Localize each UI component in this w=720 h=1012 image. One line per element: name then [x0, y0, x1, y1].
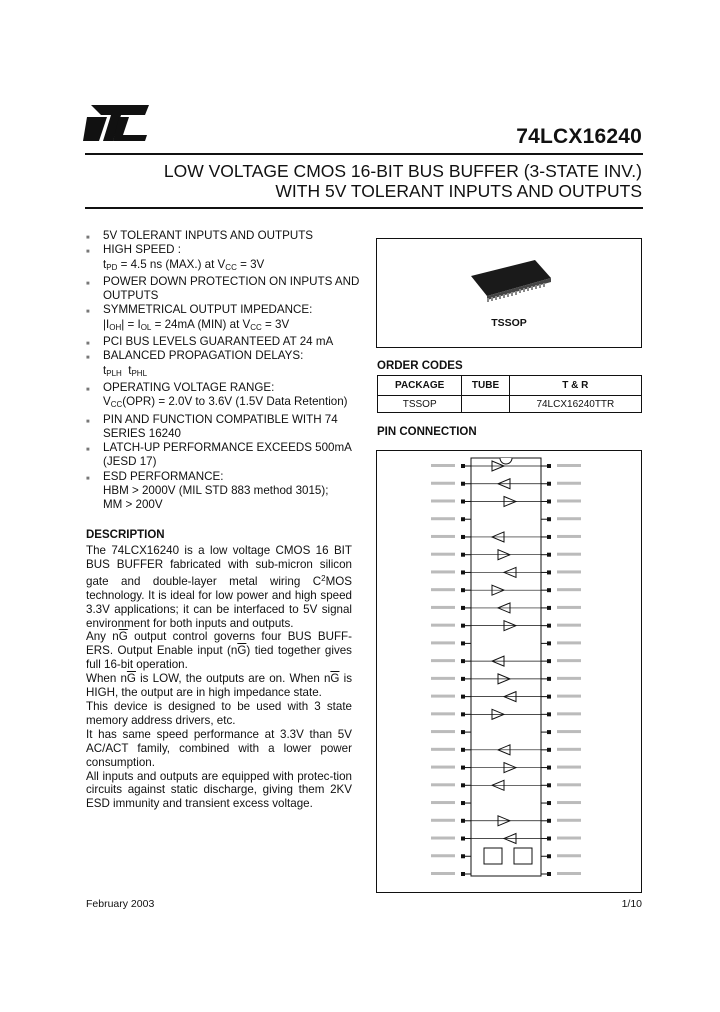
pin-label-left	[431, 570, 455, 573]
pin-marker-right	[547, 730, 551, 734]
pin-marker-left	[461, 482, 465, 486]
pin-label-left	[431, 482, 455, 485]
pin-label-left	[431, 837, 455, 840]
pin-marker-right	[547, 606, 551, 610]
pin-label-right	[557, 677, 581, 680]
pin-label-right	[557, 872, 581, 875]
enable-block-left	[484, 848, 502, 864]
ic-body	[471, 458, 541, 876]
enable-block-right	[514, 848, 532, 864]
pin-marker-left	[461, 872, 465, 876]
pin-label-left	[431, 819, 455, 822]
pin-marker-left	[461, 606, 465, 610]
doc-title-line1: LOW VOLTAGE CMOS 16-BIT BUS BUFFER (3-STATE INV.)	[163, 161, 642, 181]
pin-label-left	[431, 766, 455, 769]
pin-marker-left	[461, 783, 465, 787]
description-heading: DESCRIPTION	[86, 529, 165, 541]
pin-marker-right	[547, 801, 551, 805]
pin-label-right	[557, 570, 581, 573]
description-paragraph: The 74LCX16240 is a low voltage CMOS 16 BIT BUS BUFFER fabricated with sub-micron silicon gate and double-layer metal wiring $C^2MOS$ technology. It is ideal for low power and high speed 3.3V applications; it can be interfaced to 5V signal environment for both inputs and outputs.	[86, 544, 352, 630]
description-paragraph: When $n\overline{G}$ is LOW, the outputs are on. When $n\overline{G}$ is HIGH, the output are in high impedance state.	[86, 672, 352, 700]
description-paragraph: This device is designed to be used with 3 state memory address drivers, etc.	[86, 699, 352, 727]
pin-label-left	[431, 659, 455, 662]
pin-label-right	[557, 517, 581, 520]
pin-marker-left	[461, 499, 465, 503]
pin-label-left	[431, 695, 455, 698]
pin-label-left	[431, 624, 455, 627]
pin-marker-right	[547, 535, 551, 539]
pin-marker-left	[461, 659, 465, 663]
pin-label-left	[431, 606, 455, 609]
description-paragraph: It has same speed performance at 3.3V than 5V AC/ACT family, combined with a lower power consumption.	[86, 727, 352, 769]
feature-list	[86, 229, 366, 513]
table-header-row	[378, 376, 642, 396]
pin-label-right	[557, 499, 581, 502]
feature-item: ■ HIGH SPEED : $t_{PD} = 4.5$ ns (MAX.) at $V_{CC} = 3V$	[86, 243, 265, 272]
pin-label-right	[557, 535, 581, 538]
pin-label-left	[431, 517, 455, 520]
header-rule-bottom	[85, 207, 643, 209]
col-header-package: PACKAGE	[378, 376, 462, 396]
pin-marker-right	[547, 854, 551, 858]
cell-tr: 74LCX16240TTR	[509, 396, 641, 413]
pin-marker-right	[547, 517, 551, 521]
pin-connection-heading: PIN CONNECTION	[377, 426, 477, 438]
feature-item: ■ SYMMETRICAL OUTPUT IMPEDANCE: $|I_{OH}| = I_{OL} = 24mA$ (MIN) at $V_{CC} = 3V$	[86, 303, 313, 332]
pin-marker-left	[461, 535, 465, 539]
pin-connection-diagram	[376, 450, 642, 893]
pin-marker-left	[461, 819, 465, 823]
pin-marker-right	[547, 464, 551, 468]
col-header-tr: T & R	[509, 376, 641, 396]
cell-tube	[462, 396, 509, 413]
pin-label-left	[431, 730, 455, 733]
pin-label-right	[557, 783, 581, 786]
pin-label-right	[557, 553, 581, 556]
pin-marker-right	[547, 748, 551, 752]
pin-label-right	[557, 712, 581, 715]
pin-label-left	[431, 801, 455, 804]
table-row	[378, 396, 642, 413]
pin-label-right	[557, 748, 581, 751]
doc-title-line2: WITH 5V TOLERANT INPUTS AND OUTPUTS	[275, 181, 642, 201]
pin-marker-right	[547, 783, 551, 787]
pin-label-left	[431, 641, 455, 644]
pin-label-right	[557, 624, 581, 627]
feature-item: ■ OPERATING VOLTAGE RANGE: $V_{CC}(OPR) = 2.0V$ to 3.6V (1.5V Data Retention)	[86, 380, 348, 410]
feature-item: ■ ESD PERFORMANCE: HBM > 2000V (MIL STD 883 method 3015); MM > 200V	[86, 469, 329, 512]
pin-marker-left	[461, 712, 465, 716]
pin-label-left	[431, 677, 455, 680]
pin-marker-right	[547, 872, 551, 876]
order-codes-table	[377, 375, 642, 413]
pin-marker-left	[461, 588, 465, 592]
pin-marker-left	[461, 677, 465, 681]
pin-marker-left	[461, 624, 465, 628]
pin-label-right	[557, 641, 581, 644]
col-header-tube: TUBE	[462, 376, 509, 396]
pin-marker-right	[547, 695, 551, 699]
pin-marker-left	[461, 641, 465, 645]
pin-label-right	[557, 837, 581, 840]
feature-item: ■ PCI BUS LEVELS GUARANTEED AT 24 mA	[86, 335, 334, 349]
pin-label-left	[431, 872, 455, 875]
pin-label-right	[557, 659, 581, 662]
pin-label-left	[431, 499, 455, 502]
feature-item: ■ 5V TOLERANT INPUTS AND OUTPUTS	[86, 229, 314, 242]
feature-item: ■ LATCH-UP PERFORMANCE EXCEEDS 500mA (JESD 17)	[86, 441, 352, 469]
pin-marker-right	[547, 624, 551, 628]
pin-label-left	[431, 712, 455, 715]
feature-item: ■ BALANCED PROPAGATION DELAYS: $t_{PLH}$ $t_{PHL}$	[86, 349, 304, 378]
header-rule-top	[85, 153, 643, 155]
feature-item: ■ PIN AND FUNCTION COMPATIBLE WITH 74 SERIES 16240	[86, 412, 338, 440]
tssop-package-image	[465, 258, 555, 304]
pin-label-left	[431, 748, 455, 751]
pin-marker-right	[547, 766, 551, 770]
pin-marker-right	[547, 499, 551, 503]
order-codes-heading: ORDER CODES	[377, 360, 463, 372]
description-paragraph: Any $n\overline{G}$ output control governs four BUS BUFF-ERS. Output Enable input $(n\overline{G})$ tied together gives full 16-bit operation.	[86, 630, 352, 672]
pin-marker-left	[461, 748, 465, 752]
pin-marker-right	[547, 837, 551, 841]
pin-marker-left	[461, 801, 465, 805]
pin-marker-left	[461, 464, 465, 468]
pin-label-left	[431, 854, 455, 857]
pin-label-right	[557, 766, 581, 769]
pin-label-left	[431, 783, 455, 786]
pin-marker-right	[547, 570, 551, 574]
pin-marker-right	[547, 712, 551, 716]
description-body	[86, 544, 352, 811]
pin-label-left	[431, 553, 455, 556]
footer-page: 1/10	[621, 898, 642, 910]
pin-marker-right	[547, 482, 551, 486]
pin-label-right	[557, 801, 581, 804]
pin-marker-left	[461, 730, 465, 734]
description-paragraph: All inputs and outputs are equipped with protec-tion circuits against static discharge, giving them 2KV ESD immunity and transient excess voltage.	[86, 769, 352, 811]
pin-marker-right	[547, 588, 551, 592]
pin-marker-right	[547, 819, 551, 823]
pin-marker-left	[461, 517, 465, 521]
cell-package: TSSOP	[378, 396, 462, 413]
pin-label-left	[431, 464, 455, 467]
pin-marker-right	[547, 553, 551, 557]
part-number: 74LCX16240	[516, 125, 642, 148]
pin-label-right	[557, 464, 581, 467]
pin-label-left	[431, 535, 455, 538]
pin-label-right	[557, 854, 581, 857]
footer-date: February 2003	[86, 898, 155, 910]
feature-item: ■ POWER DOWN PROTECTION ON INPUTS AND OUTPUTS	[86, 274, 360, 303]
ic-notch	[500, 458, 512, 464]
pin-marker-left	[461, 695, 465, 699]
pin-label-left	[431, 588, 455, 591]
pin-marker-left	[461, 837, 465, 841]
pin-label-right	[557, 819, 581, 822]
pin-marker-right	[547, 677, 551, 681]
pin-label-right	[557, 482, 581, 485]
pin-marker-left	[461, 570, 465, 574]
pin-label-right	[557, 730, 581, 733]
pin-label-right	[557, 588, 581, 591]
pin-marker-left	[461, 854, 465, 858]
pin-marker-left	[461, 766, 465, 770]
pin-marker-left	[461, 553, 465, 557]
pin-label-right	[557, 695, 581, 698]
pin-marker-right	[547, 641, 551, 645]
package-label: TSSOP	[491, 317, 527, 329]
pin-label-right	[557, 606, 581, 609]
st-logo	[83, 103, 151, 143]
pin-marker-right	[547, 659, 551, 663]
